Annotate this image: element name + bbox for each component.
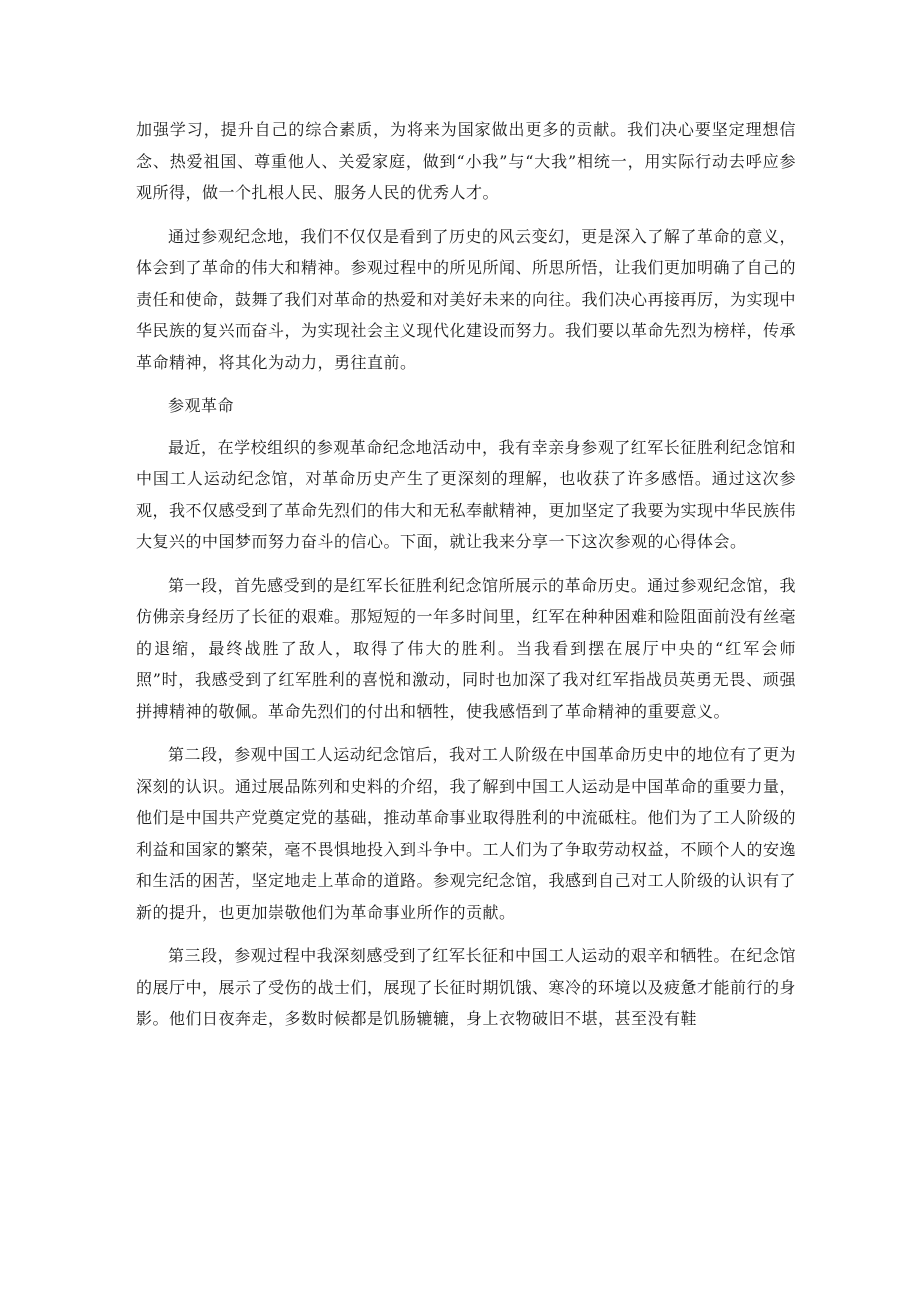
paragraph-second-section: 第二段，参观中国工人运动纪念馆后，我对工人阶级在中国革命历史中的地位有了更为深刻的认识。通过展品陈列和史料的介绍，我了解到中国工人运动是中国革命的重要力量，他们是中国共产党奠定党的基础，推动革命事业取得胜利的中流砥柱。他们为了工人阶级的利益和国家的繁荣，毫不畏惧地投入到斗争中。工人们为了争取劳动权益，不顾个人的安逸和生活的困苦，坚定地走上革命的道路。参观完纪念馆，我感到自己对工人阶级的认识有了新的提升，也更加崇敬他们为革命事业所作的贡献。 bbox=[136, 745, 797, 922]
paragraph-continuation: 加强学习，提升自己的综合素质，为将来为国家做出更多的贡献。我们决心要坚定理想信念、热爱祖国、尊重他人、关爱家庭，做到“小我”与“大我”相统一，用实际行动去呼应参观所得，做一个扎根人民、服务人民的优秀人才。 bbox=[136, 120, 796, 202]
paragraph-summary: 通过参观纪念地，我们不仅仅是看到了历史的风云变幻，更是深入了解了革命的意义，体会到了革命的伟大和精神。参观过程中的所见所闻、所思所悟，让我们更加明确了自己的责任和使命，鼓舞了我们对革命的热爱和对美好未来的向往。我们决心再接再厉，为实现中华民族的复兴而奋斗，为实现社会主义现代化建设而努力。我们要以革命先烈为榜样，传承革命精神，将其化为动力，勇往直前。 bbox=[136, 226, 797, 372]
section-heading: 参观革命 bbox=[168, 396, 235, 415]
paragraph-first-section: 第一段，首先感受到的是红军长征胜利纪念馆所展示的革命历史。通过参观纪念馆，我仿佛亲身经历了长征的艰难。那短短的一年多时间里，红军在种种困难和险阻面前没有丝毫的退缩，最终战胜了敌人，取得了伟大的胜利。当我看到摆在展厅中央的“红军会师照”时，我感受到了红军胜利的喜悦和激动，同时也加深了我对红军指战员英勇无畏、顽强拼搏精神的敬佩。革命先烈们的付出和牺牲，使我感悟到了革命精神的重要意义。 bbox=[136, 575, 797, 721]
paragraph-intro: 最近，在学校组织的参观革命纪念地活动中，我有幸亲身参观了红军长征胜利纪念馆和中国工人运动纪念馆，对革命历史产生了更深刻的理解，也收获了许多感悟。通过这次参观，我不仅感受到了革命先烈们的伟大和无私奉献精神，更加坚定了我要为实现中华民族伟大复兴的中国梦而努力奋斗的信心。下面，就让我来分享一下这次参观的心得体会。 bbox=[136, 437, 797, 551]
paragraph-third-section: 第三段，参观过程中我深刻感受到了红军长征和中国工人运动的艰辛和牺牲。在纪念馆的展厅中，展示了受伤的战士们，展现了长征时期饥饿、寒冷的环境以及疲惫才能前行的身影。他们日夜奔走，多数时候都是饥肠辘辘，身上衣物破旧不堪，甚至没有鞋 bbox=[136, 946, 797, 1028]
document-body bbox=[136, 114, 796, 1047]
